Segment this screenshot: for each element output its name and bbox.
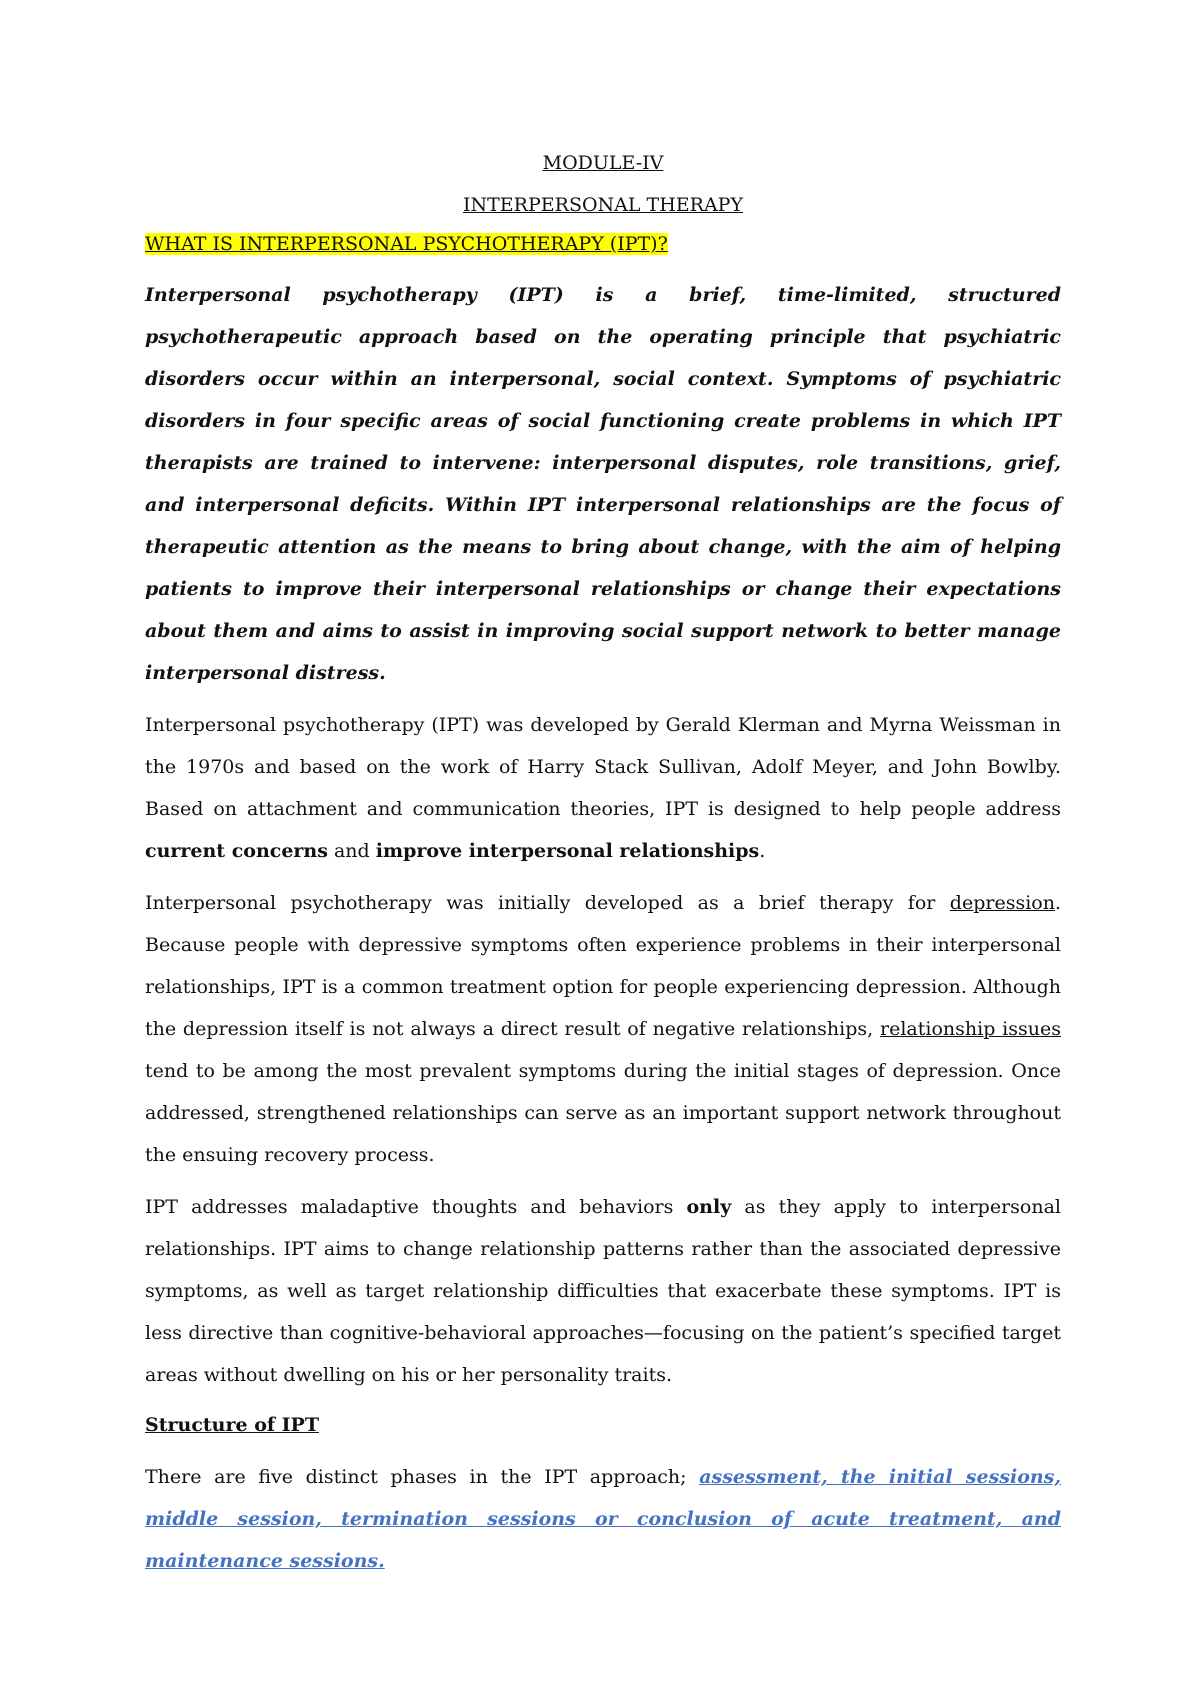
paragraph-depression-text-b: . Because people with depressive symptoms often experience problems in their interpersonal relationships, IPT is a common treatment option for people experiencing depression. Although the depression itself is not always a direct result of negative relationships, [145,892,1061,1040]
paragraph-depression [145,882,1061,1176]
paragraph-maladaptive-text-a: IPT addresses maladaptive thoughts and behaviors [145,1196,687,1218]
paragraph-history [145,704,1061,872]
depression-link[interactable]: depression [949,892,1055,914]
paragraph-history-text-c: . [759,840,766,862]
paragraph-phases [145,1456,1061,1582]
paragraph-maladaptive-text-b: as they apply to interpersonal relationships. IPT aims to change relationship patterns rather than the associated depressive symptoms, as well as target relationship difficulties that exacerbate these symptoms. IPT is less directive than cognitive-behavioral approaches—focusing on the patient’s specified target areas without dwelling on his or her personality traits. [145,1196,1061,1386]
paragraph-depression-text-a: Interpersonal psychotherapy was initially developed as a brief therapy for [145,892,950,914]
paragraph-depression-text-c: tend to be among the most prevalent symptoms during the initial stages of depression. Once addressed, strengthened relationships can serve as an important support network throughout the ensuing recovery process. [145,1060,1061,1166]
paragraph-maladaptive [145,1186,1061,1396]
therapy-title: INTERPERSONAL THERAPY [463,194,743,216]
paragraph-history-text-a: Interpersonal psychotherapy (IPT) was developed by Gerald Klerman and Myrna Weissman in the 1970s and based on the work of Harry Stack Sullivan, Adolf Meyer, and John Bowlby. Based on attachment and communication theories, IPT is designed to help people address [145,714,1061,820]
current-concerns-bold: current concerns [145,840,328,862]
relationship-issues-link[interactable]: relationship issues [880,1018,1061,1040]
improve-relationships-bold: improve interpersonal relationships [375,840,760,862]
structure-heading: Structure of IPT [145,1414,319,1436]
phases-link[interactable]: assessment, the initial sessions, middle session, termination sessions or conclusion of acute treatment, and maintenance sessions. [145,1466,1061,1572]
only-bold: only [686,1196,732,1218]
paragraph-history-text-b: and [327,840,376,862]
module-title: MODULE-IV [542,152,664,174]
question-heading-text: WHAT IS INTERPERSONAL PSYCHOTHERAPY (IPT)? [145,233,668,255]
intro-paragraph: Interpersonal psychotherapy (IPT) is a brief, time-limited, structured psychotherapeutic approach based on the operating principle that psychiatric disorders occur within an interpersonal, social context. Symptoms of psychiatric disorders in four specific areas of social functioning create problems in which IPT therapists are trained to intervene: interpersonal disputes, role transitions, grief, and interpersonal deficits. Within IPT interpersonal relationships are the focus of therapeutic attention as the means to bring about change, with the aim of helping patients to improve their interpersonal relationships or change their expectations about them and aims to assist in improving social support network to better manage interpersonal distress. [145,284,1061,684]
document-page [145,142,1061,1582]
paragraph-phases-text-a: There are five distinct phases in the IPT approach; [145,1466,700,1488]
question-heading [145,230,1061,258]
